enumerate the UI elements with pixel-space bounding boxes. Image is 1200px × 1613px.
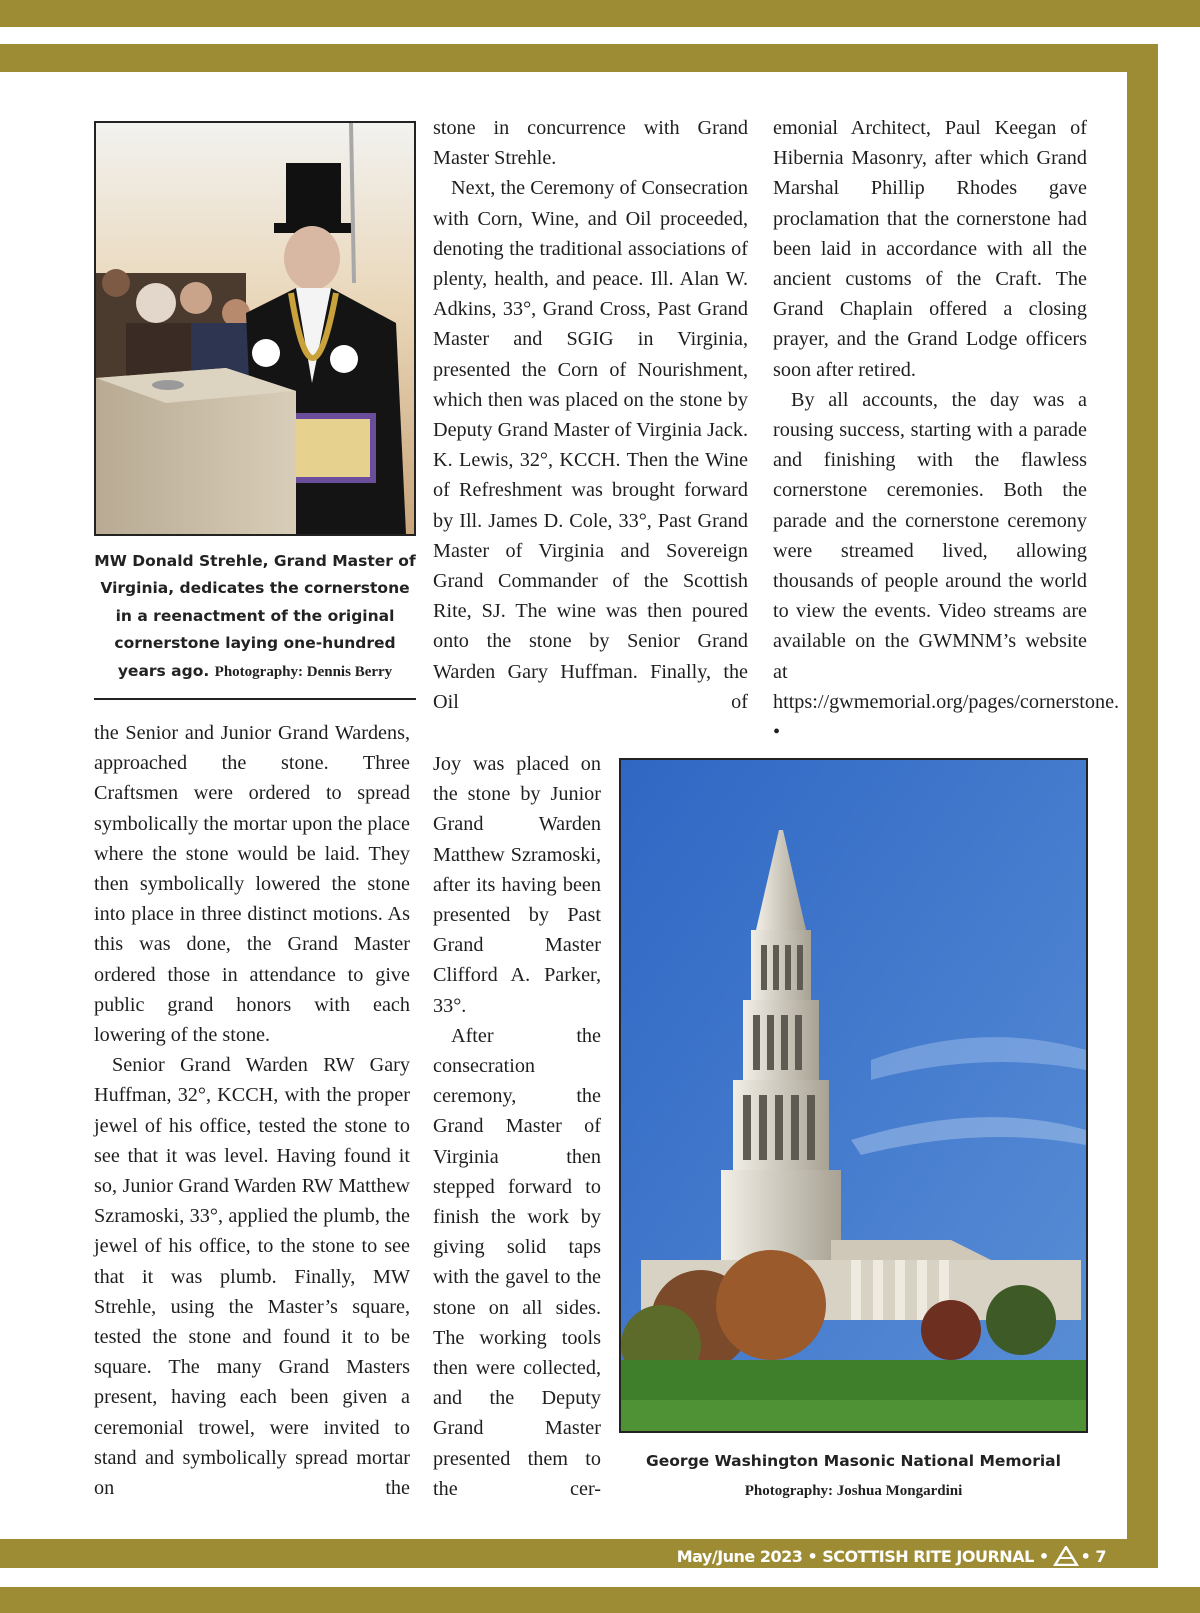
article-column-1 [94,718,410,1503]
bottom-gold-band [0,1587,1200,1613]
footer-page-number: • 7 [1080,1546,1106,1566]
article-column-2-upper [433,113,748,717]
footer-publication: May/June 2023 • SCOTTISH RITE JOURNAL • [676,1546,1049,1566]
col2-paragraph-2-continued: Joy was placed on the stone by Junior Grand Warden Matthew Szramoski, after its having been presented by Past Grand Master Clifford A. Parker, 33°. [433,753,601,1017]
caption-divider [94,698,416,700]
top-photo-caption-text: MW Donald Strehle, Grand Master of Virginia, dedicates the cornerstone in a reenactment of the original cornerstone laying one-hundred years ago. [94,552,416,680]
memorial-photo-illustration [621,760,1086,1431]
article-column-2-lower [433,749,601,1504]
col1-paragraph-2: Senior Grand Warden RW Gary Huffman, 32°, KCCH, with the proper jewel of his office, tested the stone to see that it was level. Having found it so, Junior Grand Warden RW Matthew Szramoski, 33°, applied the plumb, the jewel of his office, to the stone to see that it was plumb. Finally, MW Strehle, using the Master’s square, tested the stone and found it to be square. The many Grand Masters present, having each been given a ceremonial trowel, were invited to stand and symbolically spread mortar on the [94,1054,410,1500]
memorial-photo-caption-text: George Washington Masonic National Memorial [646,1452,1061,1470]
col2-paragraph-2: Next, the Ceremony of Consecration with Corn, Wine, and Oil proceeded, denoting the traditional associations of plenty, health, and peace. Ill. Alan W. Adkins, 33°, Grand Cross, Past Grand Master and SGIG in Virginia, presented the Corn of Nourishment, which then was placed on the stone by Deputy Grand Master of Virginia Jack. K. Lewis, 32°, KCCH. Then the Wine of Refreshment was brought forward by Ill. James D. Cole, 33°, Past Grand Master of Virginia and Sovereign Grand Commander of the Scottish Rite, SJ. The wine was then poured onto the stone by Senior Grand Warden Gary Huffman. Finally, the Oil of [433,177,748,713]
photo-grand-master-cornerstone [94,121,416,536]
photo-masonic-memorial [619,758,1088,1433]
top-gold-band [0,0,1200,27]
col2-paragraph-1: stone in concurrence with Grand Master Strehle. [433,117,748,170]
memorial-photo-credit: Photography: Joshua Mongardini [744,1483,963,1499]
col1-paragraph-1: the Senior and Junior Grand Wardens, approached the stone. Three Craftsmen were ordered to spread symbolically the mortar upon the place where the stone would be laid. They then symbolically lowered the stone into place in three distinct motions. As this was done, the Grand Master ordered those in attendance to give public grand honors with each lowering of the stone. [94,722,410,1047]
top-photo-credit: Photography: Dennis Berry [214,663,393,680]
grand-master-photo-illustration [96,123,414,534]
page-footer [677,1544,1106,1568]
col3-paragraph-1: emonial Architect, Paul Keegan of Hibernia Masonry, after which Grand Marshal Phillip Rhodes gave proclamation that the cornerstone had been laid in accordance with all the ancient customs of the Craft. The Grand Chaplain offered a closing prayer, and the Grand Lodge officers soon after retired. [773,117,1087,381]
double-eagle-emblem-icon [1053,1546,1079,1566]
col3-paragraph-2: By all accounts, the day was a rousing success, starting with a parade and finishing with the flawless cornerstone ceremonies. Both the parade and the cornerstone ceremony were streamed lived, allowing thousands of people around the world to view the events. Video streams are available on the GWMNM’s website at https://gwmemorial.org/pages/cornerstone. • [773,388,1120,744]
article-column-3 [773,113,1120,747]
top-photo-caption [94,548,416,686]
col2-paragraph-3: After the consecration ceremony, the Grand Master of Virginia then stepped forward to finish the work by giving solid taps with the gavel to the stone on all sides. The working tools then were collected, and the Deputy Grand Master presented them to the cer- [433,1024,601,1500]
memorial-photo-caption [619,1446,1088,1506]
